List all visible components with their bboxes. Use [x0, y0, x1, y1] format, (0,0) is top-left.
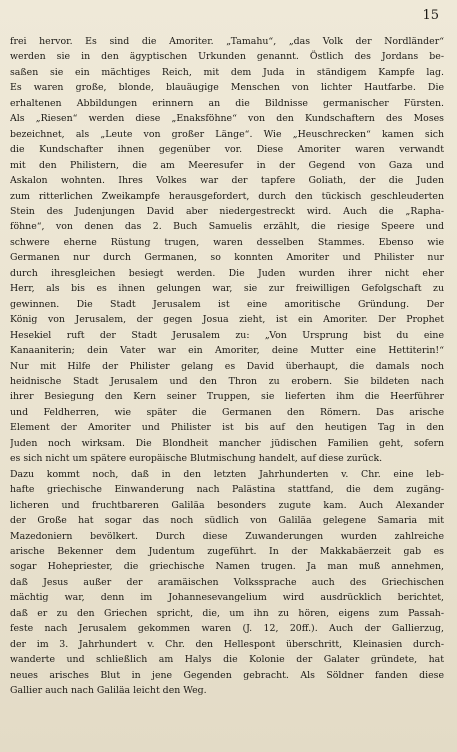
text-line: schwere eherne Rüstung trugen, waren desselben Stammes. Ebenso wie	[10, 236, 444, 248]
text-line: feste nach Jerusalem gekommen waren (J. 12, 20ff.). Auch der Gallierzug,	[10, 623, 444, 635]
text-line: neues arisches Blut in jene Gegenden gebracht. Als Söldner fanden diese	[10, 669, 444, 681]
text-line: mächtig war, denn im Johannesevangelium wird ausdrücklich berichtet,	[10, 592, 444, 604]
text-line: gewinnen. Die Stadt Jerusalem ist eine amoritische Gründung. Der	[10, 298, 444, 310]
text-line: der Große hat sogar das noch südlich von Galiläa gelegene Samaria mit	[10, 515, 444, 527]
text-line: licheren und fruchtbareren Galiläa besonders zugute kam. Auch Alexander	[10, 499, 444, 511]
text-line: Gallier auch nach Galiläa leicht den Weg.	[10, 685, 207, 697]
text-line: Germanen nur durch Germanen, so konnten Amoriter und Philister nur	[10, 252, 444, 264]
text-line: Hesekiel ruft der Stadt Jerusalem zu: „Von Ursprung bist du eine	[10, 329, 444, 341]
text-line: es sich nicht um spätere europäische Blutmischung handelt, auf diese zurück.	[10, 453, 383, 465]
text-line: frei hervor. Es sind die Amoriter. „Tamahu“, „das Volk der Nordländer“	[10, 36, 444, 47]
page-number: 15	[422, 8, 439, 23]
text-line: saßen sie ein mächtiges Reich, mit dem Juda in ständigem Kampfe lag.	[10, 66, 444, 78]
text-line: durch ihresgleichen besiegt werden. Die Juden wurden ihrer nicht eher	[10, 267, 444, 279]
text-line: daß Jesus außer der aramäischen Volkssprache auch des Griechischen	[10, 576, 444, 588]
text-line: hafte griechische Einwanderung nach Palästina stattfand, die dem zugäng-	[10, 484, 444, 496]
text-line: König von Jerusalem, der gegen Josua zieht, ist ein Amoriter. Der Prophet	[10, 314, 444, 326]
text-line: Mazedoniern bevölkert. Durch diese Zuwanderungen wurden zahlreiche	[10, 530, 444, 542]
text-line: Stein des Judenjungen David aber niedergestreckt wird. Auch die „Rapha-	[10, 205, 444, 217]
text-line: bezeichnet, als „Leute von großer Länge“. Wie „Heuschrecken“ kamen sich	[10, 128, 444, 140]
text-line: zum ritterlichen Zweikampfe herausgefordert, durch den tückisch geschleuderten	[10, 190, 444, 202]
text-line: Als „Riesen“ werden diese „Enaksföhne“ von den Kundschaftern des Moses	[10, 113, 444, 125]
text-line: daß er zu den Griechen spricht, die, um ihn zu hören, eigens zum Passah-	[10, 607, 444, 619]
text-line: mit den Philistern, die am Meeresufer in der Gegend von Gaza und	[10, 159, 444, 171]
text-line: und Feldherren, wie später die Germanen den Römern. Das arische	[10, 406, 444, 418]
text-line: Kanaaniterin; dein Vater war ein Amoriter, deine Mutter eine Hettiterin!“	[10, 345, 444, 357]
text-line: werden sie in den ägyptischen Urkunden genannt. Östlich des Jordans be-	[10, 51, 444, 63]
text-line: Herr, als bis es ihnen gelungen war, sie zur freiwilligen Gefolgschaft zu	[10, 283, 444, 295]
text-line: der im 3. Jahrhundert v. Chr. den Hellespont überschritt, Kleinasien durch-	[10, 638, 444, 650]
text-line: Es waren große, blonde, blauäugige Menschen von lichter Hautfarbe. Die	[10, 82, 444, 94]
text-line: die Kundschafter ihnen gegenüber vor. Diese Amoriter waren verwandt	[10, 144, 444, 156]
text-line: Nur mit Hilfe der Philister gelang es David überhaupt, die damals noch	[10, 360, 444, 372]
text-line: föhne“, von denen das 2. Buch Samuelis erzählt, die riesige Speere und	[10, 221, 444, 233]
text-line: Dazu kommt noch, daß in den letzten Jahrhunderten v. Chr. eine leb-	[10, 468, 444, 480]
text-line: Element der Amoriter und Philister ist bis auf den heutigen Tag in den	[10, 422, 444, 434]
text-line: ihrer Besiegung den Kern seiner Truppen, sie lieferten ihm die Heerführer	[10, 391, 444, 403]
text-line: wanderte und schließlich am Halys die Kolonie der Galater gründete, hat	[10, 654, 444, 666]
text-line: Juden noch wirksam. Die Blondheit mancher jüdischen Familien geht, sofern	[10, 437, 444, 449]
text-line: arische Bekenner dem Judentum zugeführt. In der Makkabäerzeit gab es	[10, 545, 444, 557]
body-text	[10, 34, 444, 698]
text-line: Askalon wohnten. Ihres Volkes war der tapfere Goliath, der die Juden	[10, 175, 444, 187]
text-line: erhaltenen Abbildungen erinnern an die Bildnisse germanischer Fürsten.	[10, 97, 444, 109]
text-line: heidnische Stadt Jerusalem und den Thron zu erobern. Sie bildeten nach	[10, 375, 444, 387]
text-line: sogar Hohepriester, die griechische Namen trugen. Ja man muß annehmen,	[10, 561, 444, 573]
